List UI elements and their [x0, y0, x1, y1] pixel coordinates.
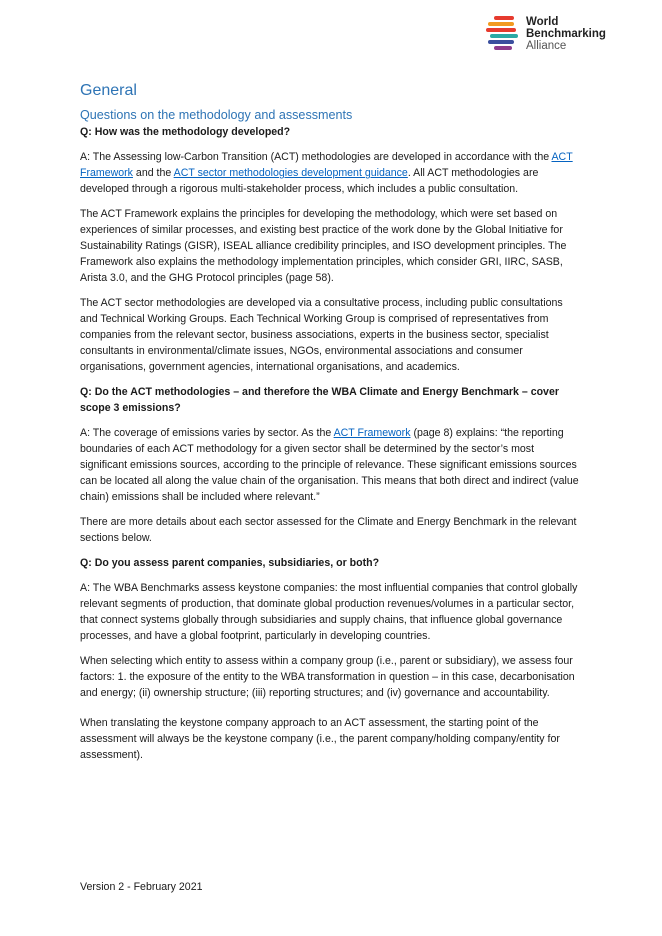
wba-logo-mark-icon	[486, 14, 522, 54]
logo-stripe	[488, 22, 514, 26]
question-scope3: Q: Do the ACT methodologies – and therefore the WBA Climate and Energy Benchmark – cover scope 3 emissions?	[80, 386, 559, 414]
text-run: A: The coverage of emissions varies by sector. As the	[80, 427, 334, 439]
paragraph-act-framework-principles: The ACT Framework explains the principles for developing the methodology, which were set based on experiences of similar processes, and existing best practice of the work done by the Global Initiative for Sustainability Ratings (GISR), ISEAL alliance credibility principles, and ISO development principles. The Framework also explains the methodology implementation principles, which consider GRI, IIRC, SASB, Arista 3.0, and the GHG Protocol principles (page 58).	[80, 208, 567, 284]
act-guidance-link[interactable]: ACT sector methodologies development guidance	[173, 167, 408, 179]
logo-stripe	[490, 34, 518, 38]
subsection-title: Questions on the methodology and assessments	[80, 108, 353, 122]
paragraph-act-sector-methodologies: The ACT sector methodologies are developed via a consultative process, including public consultations and Technical Working Groups. Each Technical Working Group is comprised of representatives from companies from the relevant sector, business associations, experts in the business sector, specialist consultants in environmental/climate issues, NGOs, environmental associations and consumer organisations, government agencies, international organisations, and academics.	[80, 297, 563, 373]
text-run: A: The Assessing low-Carbon Transition (ACT) methodologies are developed in accordance with the	[80, 151, 552, 163]
text-run: and the	[132, 167, 174, 179]
logo-stripe	[486, 28, 516, 32]
text-run: (page 8) explains: “the reporting boundaries of each ACT methodology for a given sector shall be determined by the sector’s most significant emissions sources, according to the principle of relevance. These significant emissions sources can be located all along the value chain of the organisation. This means that both direct and indirect (value chain) emissions shall be included where relevant.”	[80, 427, 579, 503]
logo-stripe	[494, 46, 512, 50]
answer-keystone-companies: A: The WBA Benchmarks assess keystone companies: the most influential companies that control globally relevant segments of production, that dominate global production revenues/volumes in a particular sector, that connect systems globally through subsidiaries and supply chains, that influence global governance processes, and have a global footprint, particularly in developing countries.	[80, 582, 578, 642]
answer-scope3-paragraph	[80, 425, 582, 505]
logo-line-world: World	[526, 16, 559, 28]
logo-line-alliance: Alliance	[526, 40, 567, 52]
document-body	[80, 82, 582, 772]
act-framework-link[interactable]: ACT Framework	[80, 151, 573, 179]
logo-stripe	[488, 40, 514, 44]
paragraph-entity-selection: When selecting which entity to assess within a company group (i.e., parent or subsidiary), we assess four factors: 1. the exposure of the entity to the WBA transformation in question – in this case, decarbonisation and energy; (ii) ownership structure; (iii) reporting structures; and (iv) governance and accountability.	[80, 655, 575, 699]
logo-wordmark	[526, 16, 606, 52]
logo-line-benchmarking: Benchmarking	[526, 28, 606, 40]
section-title: General	[80, 82, 137, 99]
footer-version: Version 2 - February 2021	[80, 881, 203, 893]
question-parent-companies: Q: Do you assess parent companies, subsidiaries, or both?	[80, 557, 380, 569]
wba-logo	[486, 14, 616, 54]
answer-methodology-paragraph	[80, 149, 582, 197]
question-methodology: Q: How was the methodology developed?	[80, 126, 291, 138]
act-framework-link-2[interactable]: ACT Framework	[333, 427, 411, 439]
logo-stripe	[494, 16, 514, 20]
paragraph-sector-details: There are more details about each sector assessed for the Climate and Energy Benchmark in the relevant sections below.	[80, 516, 577, 544]
paragraph-keystone-approach: When translating the keystone company approach to an ACT assessment, the starting point of the assessment will always be the keystone company (i.e., the parent company/holding company/entity for assessment).	[80, 717, 560, 761]
text-run: . All ACT methodologies are developed through a rigorous multi-stakeholder process, which includes a public consultation.	[80, 167, 539, 195]
